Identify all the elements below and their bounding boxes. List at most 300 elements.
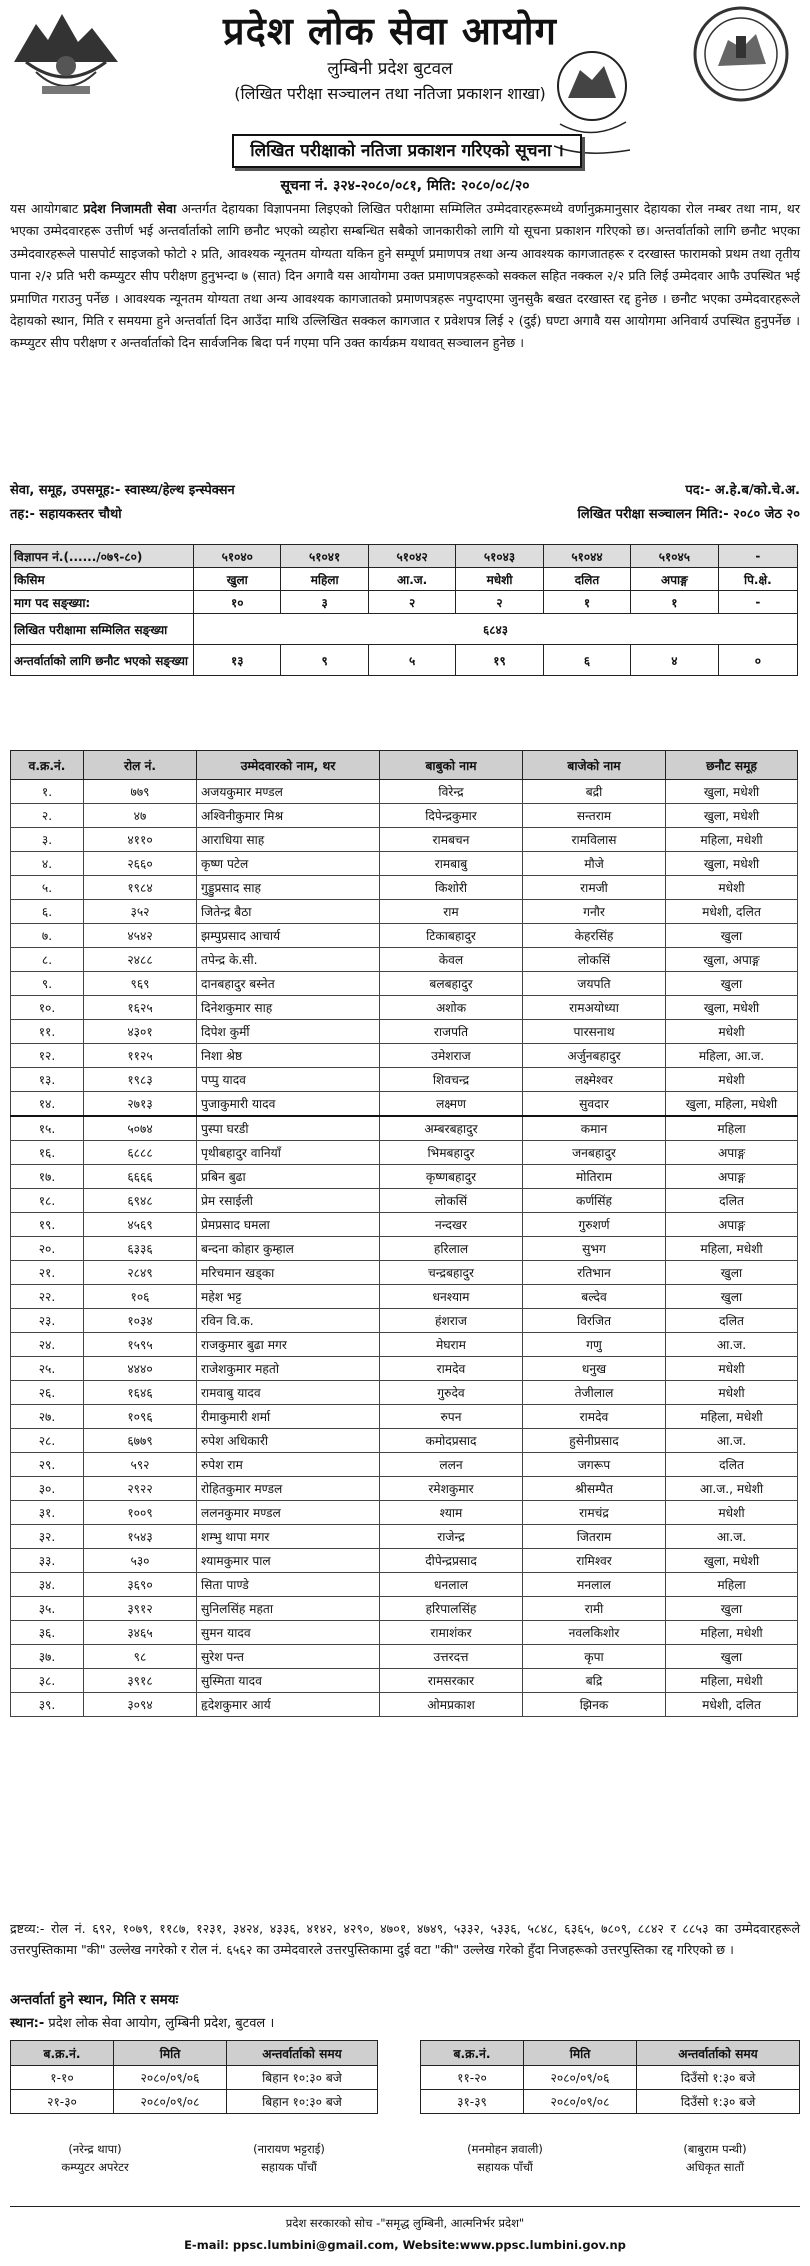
cell-grandfather-name: लोकसिं [523, 948, 666, 972]
letterhead [0, 0, 810, 118]
cell-selection-group: खुला [666, 972, 798, 996]
cell-selection-group: खुला, मधेशी [666, 852, 798, 876]
ad-cell: खुला [194, 568, 281, 591]
cell-father-name: रामाशंकर [380, 1621, 523, 1645]
col-candidate-name: उम्मेदवारको नाम, थर [197, 751, 380, 780]
schedule-col-time: अन्तर्वार्ताको समय [227, 2041, 378, 2066]
cell-grandfather-name: रामजी [523, 876, 666, 900]
cell-serial: २. [11, 804, 84, 828]
cell-grandfather-name: रतिभान [523, 1261, 666, 1285]
table-row [11, 876, 798, 900]
cell-roll: ९६९ [84, 972, 197, 996]
cell-roll: १०९६ [84, 1405, 197, 1429]
cell-serial: ३७. [11, 1645, 84, 1669]
cell-selection-group: मधेशी [666, 1068, 798, 1092]
table-row [11, 804, 798, 828]
cell-roll: ६९४८ [84, 1189, 197, 1213]
signature-1: (नरेन्द्र थापा) कम्प्युटर अपरेटर [61, 2142, 129, 2174]
commission-title: प्रदेश लोक सेवा आयोग [223, 9, 557, 53]
cell-father-name: चन्द्रबहादुर [380, 1261, 523, 1285]
table-row [11, 1621, 798, 1645]
ad-cell: - [718, 545, 797, 568]
cell-candidate-name: पप्पु यादव [197, 1068, 380, 1092]
cell-serial: ३३. [11, 1549, 84, 1573]
cell-serial: १८. [11, 1189, 84, 1213]
cell-serial: १४. [11, 1092, 84, 1117]
cell-roll: २७१३ [84, 1092, 197, 1117]
cell-grandfather-name: गुरुशर्ण [523, 1213, 666, 1237]
cell-roll: २६६० [84, 852, 197, 876]
table-row [11, 1477, 798, 1501]
table-row [11, 1405, 798, 1429]
cell-roll: ६३३६ [84, 1237, 197, 1261]
cell-roll: १००९ [84, 1501, 197, 1525]
cell-father-name: रामसरकार [380, 1669, 523, 1693]
cell-serial: २३. [11, 1309, 84, 1333]
cell-grandfather-name: गणु [523, 1333, 666, 1357]
schedule-cell: ११-२० [421, 2066, 524, 2090]
ad-merged-cell: ६८४३ [194, 614, 798, 645]
table-row [11, 1068, 798, 1092]
result-table [10, 750, 798, 1717]
table-row [11, 852, 798, 876]
cell-roll: ६७७९ [84, 1429, 197, 1453]
schedule-cell: २०८०/०९/०६ [114, 2066, 227, 2090]
cell-roll: ३०९४ [84, 1693, 197, 1717]
cell-grandfather-name: मौजे [523, 852, 666, 876]
cell-roll: ४११० [84, 828, 197, 852]
cell-father-name: ललन [380, 1453, 523, 1477]
cell-father-name: विरेन्द्र [380, 780, 523, 804]
cell-candidate-name: दानबहादुर बस्नेत [197, 972, 380, 996]
cell-father-name: भिमबहादुर [380, 1141, 523, 1165]
cell-grandfather-name: बद्री [523, 780, 666, 804]
schedule-cell: २०८०/०९/०८ [114, 2090, 227, 2114]
table-row [11, 1333, 798, 1357]
cell-grandfather-name: सन्तराम [523, 804, 666, 828]
table-row [11, 924, 798, 948]
cell-grandfather-name: जगरूप [523, 1453, 666, 1477]
table-row [11, 1597, 798, 1621]
service-name: प्रदेश निजामती सेवा [83, 201, 177, 216]
cell-candidate-name: ललनकुमार मण्डल [197, 1501, 380, 1525]
cell-grandfather-name: हुसेनीप्रसाद [523, 1429, 666, 1453]
cell-father-name: राम [380, 900, 523, 924]
table-row [11, 1357, 798, 1381]
schedule-col-time: अन्तर्वार्ताको समय [637, 2041, 800, 2066]
cell-candidate-name: पुजाकुमारी यादव [197, 1092, 380, 1117]
cell-serial: १२. [11, 1044, 84, 1068]
cell-father-name: लोकसिं [380, 1189, 523, 1213]
cell-selection-group: खुला [666, 1261, 798, 1285]
table-row [11, 1237, 798, 1261]
cell-roll: ९८ [84, 1645, 197, 1669]
cell-roll: ३६९० [84, 1573, 197, 1597]
cell-grandfather-name: अर्जुनबहादुर [523, 1044, 666, 1068]
cell-grandfather-name: रामी [523, 1597, 666, 1621]
cell-grandfather-name: धनुख [523, 1357, 666, 1381]
cell-grandfather-name: रामचंद्र [523, 1501, 666, 1525]
ad-cell: ५१०४० [194, 545, 281, 568]
cell-serial: १६. [11, 1141, 84, 1165]
cell-selection-group: खुला, मधेशी [666, 996, 798, 1020]
cell-serial: ६. [11, 900, 84, 924]
cell-father-name: गुरुदेव [380, 1381, 523, 1405]
schedule-cell: २०८०/०९/०८ [524, 2090, 637, 2114]
venue-place: स्थान:- प्रदेश लोक सेवा आयोग, लुम्बिनी प्रदेश, बुटवल । [10, 2016, 275, 2031]
venue-heading: अन्तर्वार्ता हुने स्थान, मिति र समयः [10, 1992, 179, 2008]
cell-roll: ७७९ [84, 780, 197, 804]
ad-cell: १९ [456, 645, 543, 676]
cell-roll: ३९१२ [84, 1597, 197, 1621]
cell-father-name: टिकाबहादुर [380, 924, 523, 948]
cell-grandfather-name: विरजित [523, 1309, 666, 1333]
service-info-row [10, 480, 800, 498]
cell-selection-group: महिला, मधेशी [666, 828, 798, 852]
cell-father-name: रामदेव [380, 1357, 523, 1381]
cell-selection-group: आ.ज. [666, 1333, 798, 1357]
cell-candidate-name: आराधिया साह [197, 828, 380, 852]
cell-roll: २९२२ [84, 1477, 197, 1501]
cell-roll: ४५६९ [84, 1213, 197, 1237]
schedule-col-date: मिति [114, 2041, 227, 2066]
ad-cell: मधेशी [456, 568, 543, 591]
cell-grandfather-name: रामअयोध्या [523, 996, 666, 1020]
table-row [11, 1165, 798, 1189]
cell-grandfather-name: बद्रि [523, 1669, 666, 1693]
cell-serial: ७. [11, 924, 84, 948]
ad-cell: महिला [281, 568, 368, 591]
cell-selection-group: खुला [666, 924, 798, 948]
table-row [11, 972, 798, 996]
cell-grandfather-name: जयपति [523, 972, 666, 996]
cell-selection-group: महिला, मधेशी [666, 1405, 798, 1429]
cell-candidate-name: अजयकुमार मण्डल [197, 780, 380, 804]
ad-cell: ५१०४४ [543, 545, 630, 568]
cell-roll: ४७ [84, 804, 197, 828]
ad-row-label: अन्तर्वार्ताको लागि छनौट भएको सङ्ख्या [11, 645, 194, 676]
cell-father-name: कृष्णबहादुर [380, 1165, 523, 1189]
level-info-row [10, 504, 800, 522]
cell-selection-group: खुला, अपाङ्ग [666, 948, 798, 972]
table-row [11, 1501, 798, 1525]
schedule-table-right [420, 2040, 800, 2114]
cell-serial: ३०. [11, 1477, 84, 1501]
cell-candidate-name: रुपेश राम [197, 1453, 380, 1477]
cell-grandfather-name: बल्देव [523, 1285, 666, 1309]
signature-2: (नारायण भट्टराई) सहायक पाँचौं [253, 2142, 325, 2174]
ad-row [11, 591, 798, 614]
cell-selection-group: आ.ज. [666, 1429, 798, 1453]
cell-serial: ४. [11, 852, 84, 876]
table-row [11, 1573, 798, 1597]
ad-row [11, 568, 798, 591]
province-subtitle: लुम्बिनी प्रदेश बुटवल [327, 59, 453, 79]
cell-serial: १०. [11, 996, 84, 1020]
cell-grandfather-name: जनबहादुर [523, 1141, 666, 1165]
cell-roll: १६४६ [84, 1381, 197, 1405]
cell-grandfather-name: गनौर [523, 900, 666, 924]
schedule-col-serial: ब.क्र.नं. [11, 2041, 114, 2066]
schedule-cell: दिउँसो १:३० बजे [637, 2066, 800, 2090]
cell-candidate-name: श्यामकुमार पाल [197, 1549, 380, 1573]
ad-cell: ५१०४२ [368, 545, 455, 568]
table-row [11, 1429, 798, 1453]
cell-selection-group: महिला, आ.ज. [666, 1044, 798, 1068]
schedule-row [11, 2090, 378, 2114]
signature-3: (मनमोहन ज्ञवाली) सहायक पाँचौं [467, 2142, 543, 2174]
table-row [11, 1525, 798, 1549]
ad-cell: १ [543, 591, 630, 614]
ad-row-label: लिखित परीक्षामा सम्मिलित सङ्ख्या [11, 614, 194, 645]
col-selection-group: छनौट समूह [666, 751, 798, 780]
cell-roll: ६६६६ [84, 1165, 197, 1189]
cell-father-name: रुपन [380, 1405, 523, 1429]
cell-grandfather-name: नवलकिशोर [523, 1621, 666, 1645]
cell-selection-group: खुला [666, 1645, 798, 1669]
ad-cell: ४ [631, 645, 718, 676]
cell-grandfather-name: रामिश्वर [523, 1549, 666, 1573]
cell-grandfather-name: श्रीसम्पैत [523, 1477, 666, 1501]
cell-roll: ५३० [84, 1549, 197, 1573]
col-grandfather-name: बाजेको नाम [523, 751, 666, 780]
cell-roll: ३४६५ [84, 1621, 197, 1645]
cell-selection-group: महिला [666, 1573, 798, 1597]
ad-cell: ५१०४५ [631, 545, 718, 568]
cell-candidate-name: सुरेश पन्त [197, 1645, 380, 1669]
cell-roll: ३९१८ [84, 1669, 197, 1693]
ad-cell: १० [194, 591, 281, 614]
table-row [11, 1092, 798, 1117]
level: तह:- सहायकस्तर चौथो [10, 507, 122, 522]
cell-selection-group: अपाङ्ग [666, 1141, 798, 1165]
cell-selection-group: अपाङ्ग [666, 1213, 798, 1237]
commission-seal-logo [682, 4, 800, 104]
cell-serial: १७. [11, 1165, 84, 1189]
footer-divider [10, 2206, 800, 2207]
cell-selection-group: दलित [666, 1309, 798, 1333]
ad-cell: १३ [194, 645, 281, 676]
schedule-cell: दिउँसो १:३० बजे [637, 2090, 800, 2114]
cell-candidate-name: रीमाकुमारी शर्मा [197, 1405, 380, 1429]
table-row [11, 1645, 798, 1669]
ad-row [11, 645, 798, 676]
cell-serial: १३. [11, 1068, 84, 1092]
ad-row [11, 545, 798, 568]
cell-grandfather-name: सुभग [523, 1237, 666, 1261]
schedule-cell: ३१-३९ [421, 2090, 524, 2114]
table-row [11, 996, 798, 1020]
cell-selection-group: मधेशी, दलित [666, 900, 798, 924]
table-row [11, 1189, 798, 1213]
cell-roll: ३५२ [84, 900, 197, 924]
cell-roll: १९८४ [84, 876, 197, 900]
cell-father-name: उमेशराज [380, 1044, 523, 1068]
cell-selection-group: अपाङ्ग [666, 1165, 798, 1189]
ad-cell: ३ [281, 591, 368, 614]
cell-selection-group: मधेशी [666, 1020, 798, 1044]
cell-grandfather-name: रामदेव [523, 1405, 666, 1429]
ad-cell: ६ [543, 645, 630, 676]
cell-serial: ३४. [11, 1573, 84, 1597]
cell-roll: ५९२ [84, 1453, 197, 1477]
cell-selection-group: मधेशी [666, 1501, 798, 1525]
advertisement-table [10, 544, 798, 676]
cell-candidate-name: प्रेम रसाईली [197, 1189, 380, 1213]
cell-selection-group: महिला, मधेशी [666, 1237, 798, 1261]
cell-roll: ६८८८ [84, 1141, 197, 1165]
cell-selection-group: खुला, मधेशी [666, 780, 798, 804]
cell-serial: २८. [11, 1429, 84, 1453]
table-row [11, 1381, 798, 1405]
cell-father-name: उत्तरदत्त [380, 1645, 523, 1669]
ad-row-label: किसिम [11, 568, 194, 591]
cell-serial: ३९. [11, 1693, 84, 1717]
cell-candidate-name: सुमन यादव [197, 1621, 380, 1645]
ad-cell: १ [631, 591, 718, 614]
cell-selection-group: दलित [666, 1189, 798, 1213]
cell-father-name: धनश्याम [380, 1285, 523, 1309]
cell-candidate-name: पृथीबहादुर वानियाँ [197, 1141, 380, 1165]
cell-father-name: राजपति [380, 1020, 523, 1044]
cell-serial: ३५. [11, 1597, 84, 1621]
note-paragraph: द्रष्टव्य:- रोल नं. ६९२, १०७९, ११८७, १२३१, ३४२४, ४३३६, ४१४२, ४२९०, ४७०१, ४७४९, ५३३२, ५३३६, ५८४८, ६३६५, ७८०९, ८८४२ र ८८५३ का उम्मेदवारहरूले उत्तरपुस्तिकामा "की" उल्लेख नगरेको र रोल नं. ६५६२ का उम्मेदवारले उत्तरपुस्तिकामा दुई वटा "की" उल्लेख गरेको हुँदा निजहरूको उत्तरपुस्तिका रद्द गरिएको छ । [10, 1921, 800, 1957]
notice-heading: लिखित परीक्षाको नतिजा प्रकाशन गरिएको सूचना । [232, 134, 582, 168]
cell-candidate-name: कृष्ण पटेल [197, 852, 380, 876]
ad-cell: २ [368, 591, 455, 614]
exam-date: लिखित परीक्षा सञ्चालन मिति:- २०८० जेठ २० [577, 507, 800, 522]
post-name: पद:- अ.हे.ब/को.चे.अ. [685, 483, 800, 498]
cell-selection-group: मधेशी [666, 876, 798, 900]
cell-father-name: राजेन्द्र [380, 1525, 523, 1549]
schedule-table-left [10, 2040, 378, 2114]
cell-selection-group: खुला, मधेशी [666, 1549, 798, 1573]
result-header-row [11, 751, 798, 780]
ad-cell: ५१०४३ [456, 545, 543, 568]
cell-grandfather-name: तेजीलाल [523, 1381, 666, 1405]
table-row [11, 1549, 798, 1573]
cell-father-name: दिपेन्द्रकुमार [380, 804, 523, 828]
cell-father-name: धनलाल [380, 1573, 523, 1597]
cell-candidate-name: राजकुमार बुढा मगर [197, 1333, 380, 1357]
ad-cell: पि.क्षे. [718, 568, 797, 591]
cell-selection-group: आ.ज. [666, 1525, 798, 1549]
table-row [11, 1453, 798, 1477]
cell-grandfather-name: मोतिराम [523, 1165, 666, 1189]
cell-serial: ३६. [11, 1621, 84, 1645]
cell-serial: ९. [11, 972, 84, 996]
cell-father-name: लक्ष्मण [380, 1092, 523, 1117]
cell-selection-group: खुला [666, 1285, 798, 1309]
cell-candidate-name: प्रबिन बुढा [197, 1165, 380, 1189]
cell-father-name: अशोक [380, 996, 523, 1020]
table-row [11, 900, 798, 924]
schedule-cell: बिहान १०:३० बजे [227, 2090, 378, 2114]
cell-candidate-name: मरिचमान खड्का [197, 1261, 380, 1285]
branch-name: (लिखित परीक्षा सञ्चालन तथा नतिजा प्रकाशन शाखा) [234, 84, 546, 103]
table-row [11, 1213, 798, 1237]
cell-serial: ३८. [11, 1669, 84, 1693]
cell-candidate-name: दिनेशकुमार साह [197, 996, 380, 1020]
table-row [11, 1141, 798, 1165]
notice-body: यस आयोगबाट प्रदेश निजामती सेवा अन्तर्गत देहायका विज्ञापनमा लिइएको लिखित परीक्षामा सम्मिलित उम्मेदवारहरूमध्ये वर्णानुक्रमानुसार देहायका रोल नम्बर तथा नाम, थर भएका उम्मेदवारहरू उत्तीर्ण भई अन्तर्वार्ताको लागि छनौट भएको व्यहोरा सम्बन्धित सबैको जानकारीको लागि यो सूचना प्रकाशन गरिएको छ। अन्तर्वार्ताको लागि छनौट भएका उम्मेदवारहरूले पासपोर्ट साइजको फोटो २ प्रति, आवश्यक न्यूनतम योग्यता यकिन हुने सम्पूर्ण प्रमाणपत्र तथा अन्य आवश्यक कागजातहरू र दरखास्त फारामको प्रथम तथा तृतीय पाना २/२ प्रति भरी कम्प्युटर सीप परीक्षण हुनुभन्दा ७ (सात) दिन अगावै यस आयोगमा उक्त प्रमाणपत्रहरूको सक्कल सहित नक्कल २/२ प्रति लिई उम्मेदवार आफै उपस्थित भई प्रमाणित गराउनु पर्नेछ । आवश्यक न्यूनतम योग्यता तथा अन्य आवश्यक कागजातको प्रमाणपत्रहरू नपुग्दाएमा जुनसुकै बखत दरखास्त रद्द हुनेछ । छनौट भएका उम्मेदवारहरूले देहायको स्थान, मिति र समयमा हुने अन्तर्वार्ता दिन आउँदा माथि उल्लिखित सक्कल कागजात र प्रवेशपत्र लिई २ (दुई) घण्टा अगावै यस आयोगमा अनिवार्य उपस्थित हुनुपर्नेछ । कम्प्युटर सीप परीक्षण र अन्तर्वार्ताको दिन सार्वजनिक बिदा पर्न गएमा पनि उक्त कार्यक्रम यथावत् सञ्चालन हुनेछ । [10, 201, 801, 351]
cell-father-name: रामबाबु [380, 852, 523, 876]
cell-selection-group: खुला [666, 1597, 798, 1621]
cell-selection-group: मधेशी [666, 1357, 798, 1381]
cell-selection-group: मधेशी, दलित [666, 1693, 798, 1717]
cell-roll: १०३४ [84, 1309, 197, 1333]
cell-father-name: शिवचन्द्र [380, 1068, 523, 1092]
cell-grandfather-name: कर्णसिंह [523, 1189, 666, 1213]
cell-father-name: नन्दखर [380, 1213, 523, 1237]
cell-candidate-name: पुस्पा घरडी [197, 1116, 380, 1141]
ad-cell: अपाङ्ग [631, 568, 718, 591]
cell-candidate-name: बन्दना कोहार कुम्हाल [197, 1237, 380, 1261]
cell-candidate-name: शम्भु थापा मगर [197, 1525, 380, 1549]
cell-grandfather-name: कृपा [523, 1645, 666, 1669]
cell-roll: १९८३ [84, 1068, 197, 1092]
cell-serial: २६. [11, 1381, 84, 1405]
schedule-row [11, 2066, 378, 2090]
cell-candidate-name: गुड्डुप्रसाद साह [197, 876, 380, 900]
ad-cell: ९ [281, 645, 368, 676]
cell-candidate-name: राजेशकुमार महतो [197, 1357, 380, 1381]
schedule-cell: २१-३० [11, 2090, 114, 2114]
cell-grandfather-name: केहरसिंह [523, 924, 666, 948]
cell-serial: ११. [11, 1020, 84, 1044]
cell-father-name: हंशराज [380, 1309, 523, 1333]
cell-candidate-name: सुनिलसिंह महता [197, 1597, 380, 1621]
cell-father-name: रमेशकुमार [380, 1477, 523, 1501]
schedule-row [421, 2090, 800, 2114]
cell-selection-group: महिला, मधेशी [666, 1621, 798, 1645]
cell-grandfather-name: झिनक [523, 1693, 666, 1717]
table-row [11, 948, 798, 972]
cell-candidate-name: तपेन्द्र के.सी. [197, 948, 380, 972]
cell-candidate-name: सिता पाण्डे [197, 1573, 380, 1597]
schedule-cell: २०८०/०९/०६ [524, 2066, 637, 2090]
notice-number-date: सूचना नं. ३२४-२०८०/०८१, मिति: २०८०/०८/२० [280, 178, 530, 194]
ad-cell: - [718, 591, 797, 614]
cell-selection-group: खुला, महिला, मधेशी [666, 1092, 798, 1117]
ad-cell: ५१०४१ [281, 545, 368, 568]
table-row [11, 780, 798, 804]
ad-row [11, 614, 798, 645]
cell-grandfather-name: मनलाल [523, 1573, 666, 1597]
cell-grandfather-name: लक्ष्मेश्वर [523, 1068, 666, 1092]
cell-candidate-name: निशा श्रेष्ठ [197, 1044, 380, 1068]
ad-row-label: विज्ञापन नं.(....../०७९-८०) [11, 545, 194, 568]
schedule-cell: १-१० [11, 2066, 114, 2090]
cell-candidate-name: रुपेश अधिकारी [197, 1429, 380, 1453]
cell-father-name: हरिपालसिंह [380, 1597, 523, 1621]
cell-serial: ८. [11, 948, 84, 972]
cell-serial: २५. [11, 1357, 84, 1381]
ad-row-label: माग पद सङ्ख्या: [11, 591, 194, 614]
signature-4: (बाबुराम पन्थी) अधिकृत सातौं [683, 2142, 747, 2174]
cell-candidate-name: रोहितकुमार मण्डल [197, 1477, 380, 1501]
cell-serial: २९. [11, 1453, 84, 1477]
cell-selection-group: खुला, मधेशी [666, 804, 798, 828]
cell-roll: १५४३ [84, 1525, 197, 1549]
col-father-name: बाबुको नाम [380, 751, 523, 780]
cell-roll: ४४४० [84, 1357, 197, 1381]
table-row [11, 1285, 798, 1309]
table-row [11, 1693, 798, 1717]
cell-selection-group: मधेशी [666, 1381, 798, 1405]
nepal-emblem-logo [6, 2, 126, 102]
cell-father-name: दीपेन्द्रप्रसाद [380, 1549, 523, 1573]
